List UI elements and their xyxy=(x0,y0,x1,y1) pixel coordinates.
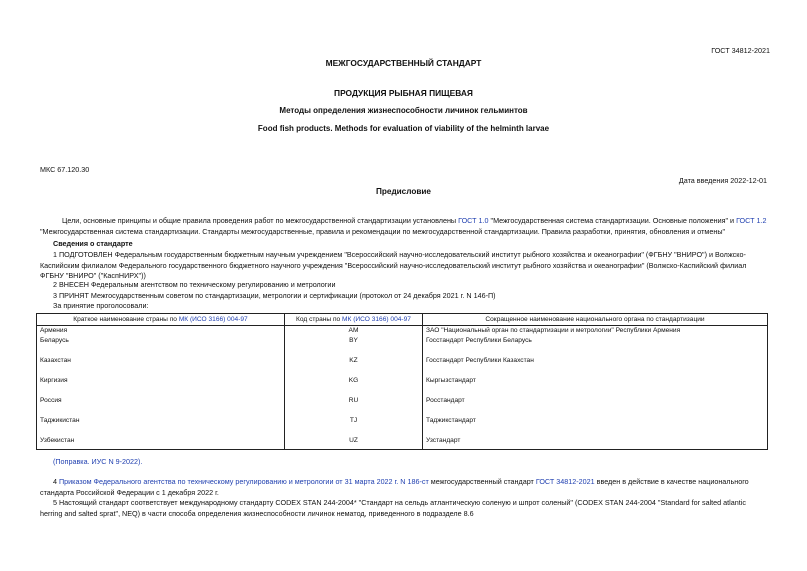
item-2: 2 ВНЕСЕН Федеральным агентством по техническому регулированию и метрологии xyxy=(53,280,336,289)
table-row xyxy=(37,326,768,336)
table-row xyxy=(37,436,768,450)
header-national-body: Сокращенное наименование национального органа по стандартизации xyxy=(423,314,768,326)
gost-number: ГОСТ 34812-2021 xyxy=(711,46,770,55)
table-row xyxy=(37,416,768,436)
body-cell: Росстандарт xyxy=(423,396,768,416)
gost-34812-link[interactable]: ГОСТ 34812-2021 xyxy=(535,477,595,486)
code-cell: KZ xyxy=(285,356,423,376)
item4-text-b: введен в действие в качестве национального стандарта Российской Федерации с 1 декабря 2022 г. xyxy=(40,477,749,497)
mk-iso-link[interactable]: МК (ИСО 3166) 004-97 xyxy=(178,316,248,323)
title-ru: Методы определения жизнеспособности личинок гельминтов xyxy=(279,106,528,115)
para1-text-a: Цели, основные принципы и общие правила проведения работ по межгосударственной стандартизации установлены xyxy=(62,216,459,225)
table-row xyxy=(37,376,768,396)
country-cell: Армения xyxy=(37,326,285,336)
paragraph-goals xyxy=(40,216,770,237)
table-row xyxy=(37,356,768,376)
para1-text-c: "Межгосударственная система стандартизации. Стандарты межгосударственные, правила и рекомендации по межгосударственной стандартизации. Правила разработки, принятия, обновления и отмены" xyxy=(40,226,726,236)
code-cell: BY xyxy=(285,336,423,356)
table-row xyxy=(37,336,768,356)
standard-type-heading: МЕЖГОСУДАРСТВЕННЫЙ СТАНДАРТ xyxy=(325,58,482,68)
header-code-text: Код страны по xyxy=(296,316,343,323)
title-en: Food fish products. Methods for evaluation of viability of the helminth larvae xyxy=(257,124,550,133)
table-row xyxy=(37,396,768,416)
amendment-link[interactable]: (Поправка. ИУС N 9-2022). xyxy=(53,457,143,466)
item-1: 1 ПОДГОТОВЛЕН Федеральным государственным бюджетным научным учреждением "Всероссийский научно-исследовательский институт рыбного хозяйства и океанографии" (ФГБНУ "ВНИРО") и Волжско-Каспийским филиалом Федерального государственного бюджетного научного учреждения "Всероссийский научно-исследовательский институт рыбного хозяйства и океанографии" (Волжско-Каспийский филиал ФГБНУ "ВНИРО" ("КаспНИРХ")) xyxy=(40,250,747,280)
code-cell: KG xyxy=(285,376,423,396)
country-cell: Таджикистан xyxy=(37,416,285,436)
body-cell: Госстандарт Республики Казахстан xyxy=(423,356,768,376)
header-country-text: Краткое наименование страны по xyxy=(73,316,179,323)
gost-1-2-link[interactable]: ГОСТ 1.2 xyxy=(736,216,767,225)
foreword-title: Предисловие xyxy=(376,187,431,196)
body-cell: Госстандарт Республики Беларусь xyxy=(423,336,768,356)
header-country-name xyxy=(37,314,285,326)
countries-table xyxy=(36,313,768,450)
gost-1-0-link[interactable]: ГОСТ 1.0 xyxy=(458,216,489,225)
code-cell: RU xyxy=(285,396,423,416)
item4-text-a: межгосударственный стандарт xyxy=(428,477,536,486)
header-country-code xyxy=(285,314,423,326)
country-cell: Узбекистан xyxy=(37,436,285,450)
item4-number: 4 xyxy=(53,477,59,486)
body-cell: Узстандарт xyxy=(423,436,768,450)
voted-label: За принятие проголосовали: xyxy=(53,301,149,310)
item-4 xyxy=(40,477,770,498)
body-cell: Кыргызстандарт xyxy=(423,376,768,396)
body-cell: Таджикстандарт xyxy=(423,416,768,436)
product-heading: ПРОДУКЦИЯ РЫБНАЯ ПИЩЕВАЯ xyxy=(334,88,473,98)
table-header-row xyxy=(37,314,768,326)
country-cell: Казахстан xyxy=(37,356,285,376)
mks-code: МКС 67.120.30 xyxy=(40,165,90,174)
code-cell: UZ xyxy=(285,436,423,450)
intro-date: Дата введения 2022-12-01 xyxy=(678,176,767,185)
code-cell: TJ xyxy=(285,416,423,436)
code-cell: AM xyxy=(285,326,423,336)
country-cell: Россия xyxy=(37,396,285,416)
order-link[interactable]: Приказом Федерального агентства по техническому регулированию и метрологии от 31 марта 2022 г. N 186-ст xyxy=(59,477,429,486)
item-3: 3 ПРИНЯТ Межгосударственным советом по стандартизации, метрологии и сертификации (протокол от 24 декабря 2021 г. N 146-П) xyxy=(53,291,496,300)
mk-iso-code-link[interactable]: МК (ИСО 3166) 004-97 xyxy=(342,316,411,323)
body-cell: ЗАО "Национальный орган по стандартизации и метрологии" Республики Армения xyxy=(423,326,768,336)
para1-text-b: "Межгосударственная система стандартизации. Основные положения" и xyxy=(488,216,737,225)
item-5: 5 Настоящий стандарт соответствует международному стандарту CODEX STAN 244-2004* "Стандарт на сельдь атлантическую соленую и шпрот соленый" (CODEX STAN 244-2004 "Standard for salted atlantic herring and salted sprat", NEQ) в части способа определения жизнеспособности личинок нематод, приведенного в подразделе 8.6 xyxy=(40,498,746,518)
country-cell: Киргизия xyxy=(37,376,285,396)
country-cell: Беларусь xyxy=(37,336,285,356)
info-title: Сведения о стандарте xyxy=(53,239,133,248)
